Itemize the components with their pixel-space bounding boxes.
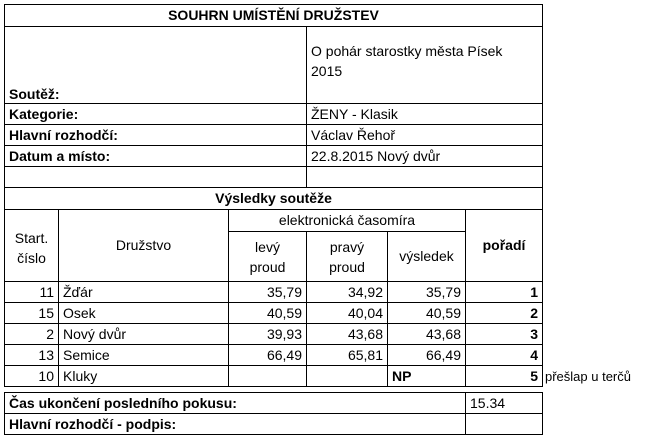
- category-value: [306, 103, 543, 125]
- row-5-note-text: přešlap u terčů: [545, 368, 631, 384]
- row-1-team: [58, 281, 229, 303]
- row-2-rank: [465, 302, 543, 324]
- row-4-rank: [465, 344, 543, 366]
- row-4-right-text: 65,81: [347, 346, 383, 363]
- row-5-rank: [465, 365, 543, 387]
- judge-label: [4, 124, 307, 146]
- row-2-left: [228, 302, 307, 324]
- end-time-value: [465, 392, 543, 414]
- row-4-team-text: Semice: [63, 346, 110, 363]
- row-1-result: [387, 281, 466, 303]
- results-title-text: Výsledky soutěže: [215, 190, 332, 206]
- row-2-start: [4, 302, 59, 324]
- row-4-right: [306, 344, 388, 366]
- date-label: [4, 145, 307, 167]
- date-value-text: 22.8.2015 Nový dvůr: [311, 147, 441, 164]
- sheet-title: [4, 4, 543, 27]
- row-5-team-text: Kluky: [63, 367, 98, 384]
- row-1-rank-text: 1: [530, 283, 538, 300]
- row-5-result: [387, 365, 466, 387]
- row-1-result-text: 35,79: [425, 283, 461, 300]
- row-5-left: [228, 365, 307, 387]
- row-5-start: [4, 365, 59, 387]
- spacer-cell-left: [4, 166, 307, 188]
- header-right-line1: pravý: [329, 239, 365, 255]
- results-title: [4, 187, 543, 210]
- row-3-left: [228, 323, 307, 345]
- row-1-left-text: 35,79: [266, 283, 302, 300]
- row-5-rank-text: 5: [530, 367, 538, 384]
- row-4-start: [4, 344, 59, 366]
- row-4-rank-text: 4: [530, 346, 538, 363]
- header-left-line2: proud: [249, 259, 286, 275]
- row-3-result: [387, 323, 466, 345]
- category-value-text: ŽENY - Klasik: [311, 105, 398, 122]
- competition-label: [4, 26, 307, 104]
- header-left-line1: levý: [255, 239, 280, 255]
- row-3-team-text: Nový dvůr: [63, 325, 127, 342]
- header-right-stream: [306, 231, 388, 282]
- header-rank: [465, 209, 543, 282]
- date-label-text: Datum a místo:: [9, 147, 111, 164]
- row-4-team: [58, 344, 229, 366]
- header-team-text: Družstvo: [115, 237, 172, 253]
- end-time-value-text: 15.34: [470, 394, 506, 411]
- competition-value-line2: 2015: [311, 63, 343, 79]
- signature-label: [4, 413, 466, 435]
- row-2-right: [306, 302, 388, 324]
- row-2-start-text: 15: [38, 304, 54, 321]
- row-3-team: [58, 323, 229, 345]
- row-2-right-text: 40,04: [347, 304, 383, 321]
- row-1-rank: [465, 281, 543, 303]
- row-5-start-text: 10: [38, 367, 54, 384]
- row-1-start-text: 11: [39, 283, 54, 300]
- judge-value: [306, 124, 543, 146]
- row-2-team: [58, 302, 229, 324]
- end-time-label: [4, 392, 466, 414]
- row-5-team: [58, 365, 229, 387]
- header-left-stream: [228, 231, 307, 282]
- row-4-result-text: 66,49: [425, 346, 461, 363]
- row-2-team-text: Osek: [63, 304, 96, 321]
- header-start-line1: Start.: [14, 230, 49, 246]
- judge-label-text: Hlavní rozhodčí:: [9, 126, 118, 143]
- row-3-start-text: 2: [46, 325, 54, 342]
- row-1-left: [228, 281, 307, 303]
- row-3-rank-text: 3: [530, 325, 538, 342]
- row-1-team-text: Žďár: [63, 283, 93, 300]
- row-4-result: [387, 344, 466, 366]
- row-4-left: [228, 344, 307, 366]
- signature-field[interactable]: [465, 413, 543, 435]
- spacer-cell-right: [306, 166, 543, 188]
- row-5-right: [306, 365, 388, 387]
- header-team: [58, 209, 229, 282]
- row-2-rank-text: 2: [530, 304, 538, 321]
- row-4-start-text: 13: [38, 346, 54, 363]
- category-label-text: Kategorie:: [9, 105, 79, 122]
- header-result-text: výsledek: [399, 248, 454, 264]
- category-label: [4, 103, 307, 125]
- row-3-right: [306, 323, 388, 345]
- header-timing-text: elektronická časomíra: [278, 212, 416, 228]
- row-5-result-text: NP: [392, 367, 412, 384]
- header-result: [387, 231, 466, 282]
- row-5-note: [545, 365, 647, 387]
- row-2-result: [387, 302, 466, 324]
- competition-value-line1: O pohár starostky města Písek: [311, 43, 503, 59]
- header-timing: [228, 209, 466, 232]
- competition-label-text: Soutěž:: [9, 86, 60, 102]
- competition-value: [306, 26, 543, 104]
- row-3-result-text: 43,68: [425, 325, 461, 342]
- row-3-left-text: 39,93: [266, 325, 302, 342]
- row-1-right-text: 34,92: [347, 283, 383, 300]
- date-value: [306, 145, 543, 167]
- row-1-start: [4, 281, 59, 303]
- row-2-result-text: 40,59: [425, 304, 461, 321]
- signature-label-text: Hlavní rozhodčí - podpis:: [9, 415, 177, 432]
- header-start-number: [4, 209, 59, 282]
- header-start-line2: číslo: [17, 250, 46, 266]
- row-3-start: [4, 323, 59, 345]
- header-rank-text: pořadí: [482, 237, 526, 253]
- row-3-right-text: 43,68: [347, 325, 383, 342]
- end-time-label-text: Čas ukončení posledního pokusu:: [9, 394, 237, 411]
- row-3-rank: [465, 323, 543, 345]
- header-right-line2: proud: [329, 259, 365, 275]
- sheet-title-text: SOUHRN UMÍSTĚNÍ DRUŽSTEV: [168, 7, 379, 23]
- row-1-right: [306, 281, 388, 303]
- row-2-left-text: 40,59: [266, 304, 302, 321]
- row-4-left-text: 66,49: [266, 346, 302, 363]
- judge-value-text: Václav Řehoř: [311, 126, 396, 143]
